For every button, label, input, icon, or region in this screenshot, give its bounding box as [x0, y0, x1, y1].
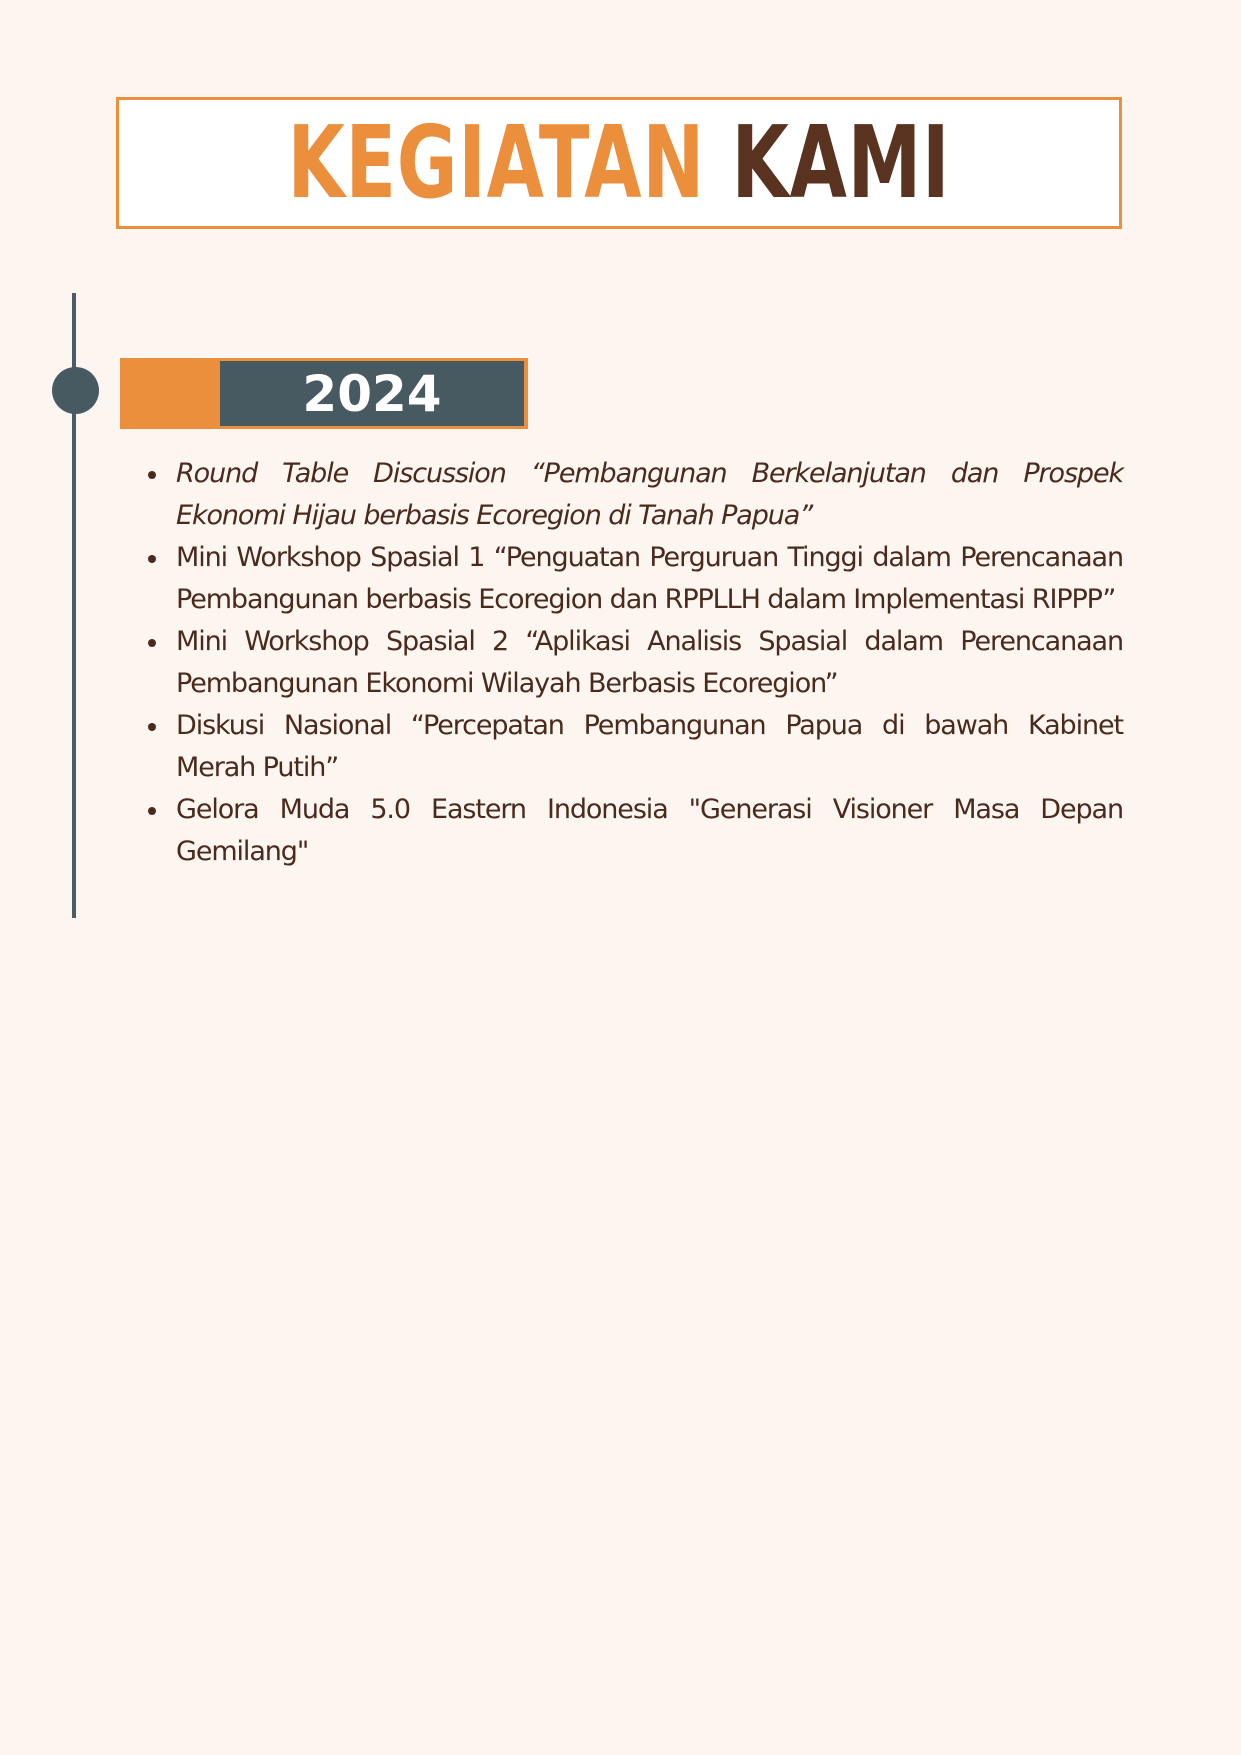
activity-list [176, 453, 1123, 873]
list-item: Round Table Discussion “Pembangunan Berkelanjutan dan Prospek Ekonomi Hijau berbasis Ecoregion di Tanah Papua” [176, 453, 1123, 537]
list-item: Gelora Muda 5.0 Eastern Indonesia "Generasi Visioner Masa Depan Gemilang" [176, 789, 1123, 873]
timeline-dot [52, 367, 99, 414]
list-item: Mini Workshop Spasial 2 “Aplikasi Analisis Spasial dalam Perencanaan Pembangunan Ekonomi Wilayah Berbasis Ecoregion” [176, 621, 1123, 705]
list-item: Diskusi Nasional “Percepatan Pembangunan Papua di bawah Kabinet Merah Putih” [176, 705, 1123, 789]
page-title-main: KAMI [731, 104, 951, 221]
list-item: Mini Workshop Spasial 1 “Penguatan Perguruan Tinggi dalam Perencanaan Pembangunan berbasis Ecoregion dan RPPLLH dalam Implementasi RIPPP” [176, 537, 1123, 621]
year-text: 2024 [302, 364, 442, 423]
year-label [220, 361, 524, 426]
page-title [287, 104, 951, 221]
title-box [116, 97, 1122, 229]
page-title-accent: KEGIATAN [287, 104, 706, 221]
